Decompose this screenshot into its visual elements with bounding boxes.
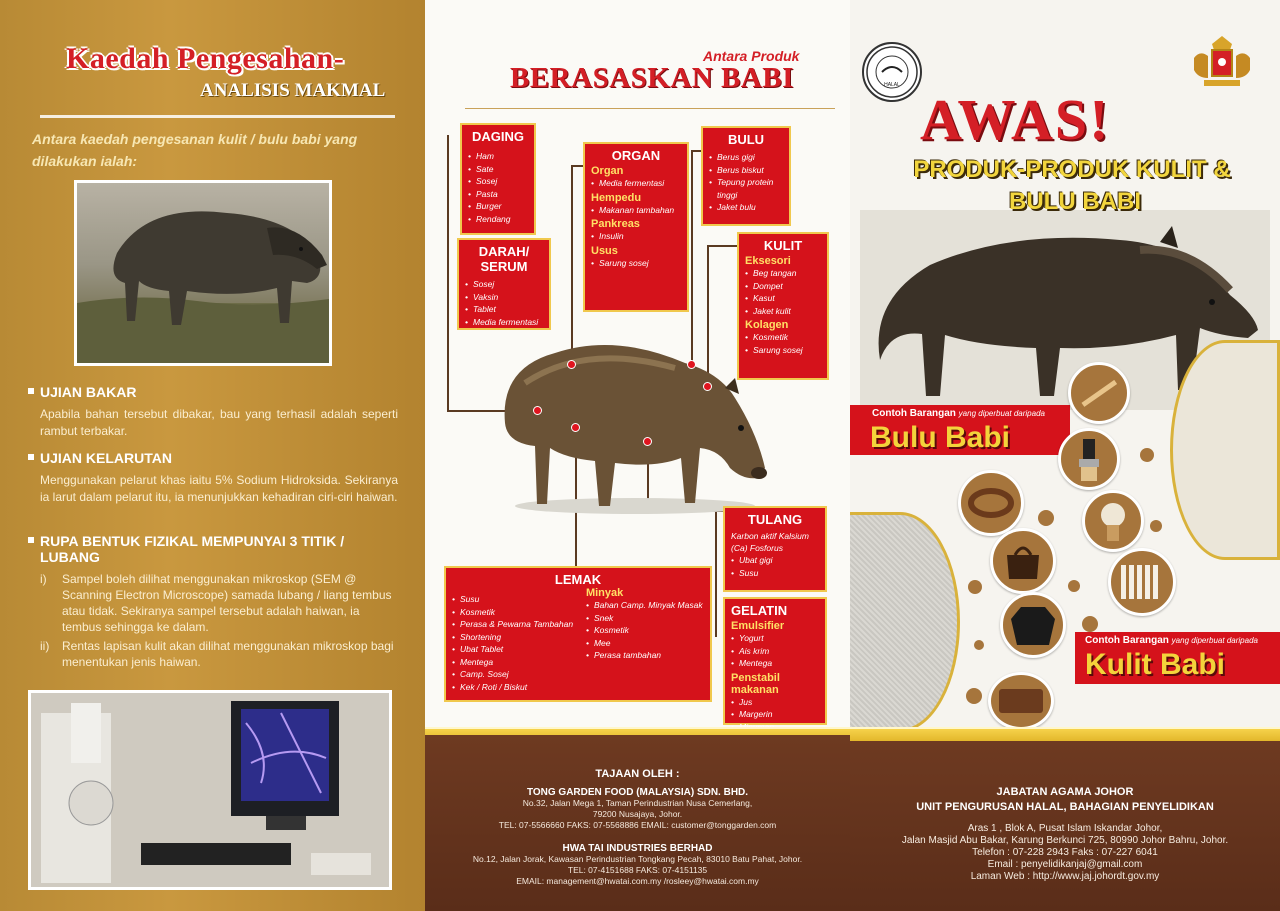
box-subheading: Hempedu (591, 191, 642, 204)
box-list (709, 151, 783, 214)
halal-logo-icon (862, 42, 922, 102)
box-subheading: Pankreas (591, 218, 640, 230)
lemak-col2 (585, 587, 704, 693)
marker-dot (571, 423, 580, 432)
marker-dot (567, 360, 576, 369)
connector-line (707, 245, 737, 247)
band-stripe (850, 727, 1280, 741)
johor-crest-icon (1190, 34, 1254, 92)
box-intro: Karbon aktif Kalsium (Ca) Fosforus (731, 531, 809, 553)
burn-test-text: Apabila bahan tersebut dibakar, bau yang terhasil adalah seperti rambut terbakar. (40, 407, 398, 438)
list-item: • Sosej (465, 278, 543, 291)
list-item: • Susu (452, 593, 578, 606)
box-daging (460, 123, 536, 235)
lab-microscope-photo (28, 690, 392, 890)
box-list (465, 278, 543, 328)
box-title: KULIT (763, 238, 803, 253)
list-item: • Berus biskut (709, 164, 783, 177)
panel1-title: Kaedah Pengesahan- (66, 42, 345, 75)
list-item: • Mentega (731, 657, 819, 670)
box-title: ORGAN (611, 148, 661, 163)
list-item: • Jus (731, 696, 819, 709)
box-gelatin (723, 597, 827, 725)
list-item: • Snek (586, 612, 704, 625)
box-kulit (737, 232, 829, 380)
list-item: • Beg tangan (745, 267, 821, 280)
list-item: • Perasa tambahan (586, 649, 704, 662)
section-solubility-test (28, 450, 398, 506)
decor-bubble (968, 580, 982, 594)
box-list (452, 593, 578, 693)
list-item: • Rendang (468, 213, 528, 226)
box-list (591, 177, 681, 190)
box-subheading: Eksesori (745, 255, 791, 267)
list-item: • Kasut (745, 292, 821, 305)
divider (465, 108, 835, 109)
list-item: • Makanan tambahan (591, 204, 681, 217)
box-subheading: Usus (591, 244, 618, 257)
panel1-subtitle: ANALISIS MAKMAL (200, 80, 386, 101)
ribbon-title: Kulit Babi (1085, 648, 1225, 681)
solubility-test-text: Menggunakan pelarut khas iaitu 5% Sodium Hidroksida. Sekiranya ia larut dalam pelarut itu, ia menunjukkan kehadiran ciri-ciri haiwan. (40, 473, 398, 504)
divider (40, 115, 395, 118)
list-item: • Yogurt (731, 632, 819, 645)
paintbrush-icon (1058, 428, 1120, 490)
box-title: TULANG (747, 512, 803, 527)
decor-bubble (1038, 510, 1054, 526)
cover-title: AWAS! (920, 87, 1111, 152)
box-darah-serum (457, 238, 551, 330)
box-subheading: Penstabil makanan (731, 671, 780, 696)
box-list (591, 204, 681, 217)
brush-set-icon (1108, 548, 1176, 616)
list-item: • Mee (586, 637, 704, 650)
section-burn-test (28, 384, 398, 440)
box-title: BULU (727, 132, 765, 147)
texture-swatch-leather (850, 512, 960, 732)
box-title: DARAH/ SERUM (478, 244, 530, 274)
list-item: • Sate (468, 163, 528, 176)
list-item: • Kosmetik (586, 624, 704, 637)
ribbon-label: Contoh Barangan yang diperbuat daripada (872, 408, 1045, 419)
box-list (745, 331, 821, 356)
list-item: • Kosmetik (452, 606, 578, 619)
solubility-test-heading: UJIAN KELARUTAN (28, 450, 398, 466)
list-item: ii) Rentas lapisan kulit akan dilihat menggunakan mikroskop bagi menentukan jenis haiwan. (40, 639, 394, 669)
burn-test-heading: UJIAN BAKAR (28, 384, 398, 400)
box-list (745, 267, 821, 317)
cover-subtitle-line1: PRODUK-PRODUK KULIT & (913, 156, 1231, 183)
ribbon-bulu-babi (850, 405, 1070, 455)
list-item: • Kosmetik (745, 331, 821, 344)
list-item: • Shortening (452, 631, 578, 644)
decor-bubble (974, 640, 984, 650)
panel2-title: BERASASKAN BABI (510, 62, 794, 94)
panel-lab-analysis (0, 0, 425, 911)
list-item: • Sarung sosej (745, 344, 821, 357)
box-list (586, 599, 704, 662)
box-list (468, 150, 528, 225)
ribbon-kulit-babi (1075, 632, 1280, 684)
decor-bubble (1140, 448, 1154, 462)
list-item: • Kek / Roti / Biskut (452, 681, 578, 694)
list-item: • Susu (731, 567, 819, 580)
list-item: • Ais krim (731, 645, 819, 658)
section-physical-form (28, 533, 398, 673)
list-item: • Berus gigi (709, 151, 783, 164)
box-bulu (701, 126, 791, 226)
box-title: DAGING (472, 129, 524, 144)
ribbon-label: Contoh Barangan yang diperbuat daripada (1085, 635, 1258, 646)
box-organ (583, 142, 689, 312)
marker-dot (703, 382, 712, 391)
list-item: • Perasa & Pewarna Tambahan (452, 618, 578, 631)
decor-bubble (1150, 520, 1162, 532)
decor-bubble (1082, 616, 1098, 632)
panel2-pre-title: Antara Produk (703, 48, 800, 64)
handbag-icon (990, 528, 1056, 594)
connector-line (447, 135, 449, 412)
list-item: • Media fermentasi (591, 177, 681, 190)
sponsor-tong-garden: TONG GARDEN FOOD (MALAYSIA) SDN. BHD. No.32, Jalan Mega 1, Taman Perindustrian Nusa Cemerlang, 79200 Nusajaya, Johor. TEL: 07-5566660 FAKS: 07-5568886 EMAIL: customer@tonggarden.com (498, 787, 777, 830)
list-item: • Sarung sosej (591, 257, 681, 270)
connector-line (571, 165, 583, 167)
box-list (731, 554, 819, 579)
footer-org: JABATAN AGAMA JOHOR UNIT PENGURUSAN HALAL, BAHAGIAN PENYELIDIKAN (916, 786, 1214, 813)
panel-pork-products (425, 0, 850, 911)
physical-form-list (40, 571, 398, 670)
list-item: • Ham (468, 150, 528, 163)
list-item: • Sosej (468, 175, 528, 188)
sponsor-heading: TAJAAN OLEH : (595, 768, 680, 780)
box-title: LEMAK (554, 572, 602, 587)
box-subheading: Kolagen (745, 319, 789, 331)
list-item: • Ubat Tablet (452, 643, 578, 656)
list-item: • Camp. Sosej (452, 668, 578, 681)
box-list (591, 257, 681, 270)
list-item: • Pasta (468, 188, 528, 201)
halal-logo-text: HALAL (884, 82, 900, 88)
marker-dot (687, 360, 696, 369)
belt-icon (958, 470, 1024, 536)
lemak-columns (452, 587, 704, 693)
box-list (731, 632, 819, 670)
list-item: i) Sampel boleh dilihat menggunakan mikroskop (SEM @ Scanning Electron Microscope) samada lubang / liang tembus atau tidak. Sekiranya sampel tersebut adalah haiwan, ia tembus sehingga ke dalam. (40, 572, 392, 634)
box-subheading: Minyak (585, 587, 624, 599)
panel-cover (850, 0, 1280, 911)
box-tulang (723, 506, 827, 592)
wild-boar-illustration (495, 328, 770, 516)
list-item: • Dompet (745, 280, 821, 293)
box-subheading: Organ (591, 165, 624, 177)
list-item: • Margerin (731, 708, 819, 721)
connector-line (715, 512, 717, 637)
cover-subtitle-line2: BULU BABI (1009, 188, 1141, 215)
footer-address: Aras 1 , Blok A, Pusat Islam Iskandar Johor, Jalan Masjid Abu Bakar, Karung Berkunci 725, 80990 Johor Bahru, Johor. Telefon : 07-228 2943 Faks : 07-227 6041 Email : penyelidikanjaj@gmail.com Laman Web : http://www.jaj.johordt.gov.my (901, 823, 1229, 882)
toothbrush-icon (1068, 362, 1130, 424)
sponsor-hwa-tai: HWA TAI INDUSTRIES BERHAD No.12, Jalan Jorak, Kawasan Perindustrian Tongkang Pecah, 83010 Batu Pahat, Johor. TEL: 07-4151688 FAKS: 07-4151135 EMAIL: management@hwatai.com.my /rosleey@hwatai.com.my (472, 843, 803, 886)
list-item: • Vaksin (465, 291, 543, 304)
list-item: • Tepung protein tinggi (709, 176, 783, 201)
list-item: • Ubat gigi (731, 554, 819, 567)
list-item: • Insulin (591, 230, 681, 243)
decor-bubble (1068, 580, 1080, 592)
box-list (591, 230, 681, 243)
list-item: • Media fermentasi (465, 316, 543, 329)
leather-jacket-icon (1000, 592, 1066, 658)
decor-bubble (966, 688, 982, 704)
list-item: • Bahan Camp. Minyak Masak (586, 599, 704, 612)
list-item: • Burger (468, 200, 528, 213)
wild-boar-photo (74, 180, 332, 366)
marker-dot (533, 406, 542, 415)
list-item: • Jaket bulu (709, 201, 783, 214)
wallet-icon (988, 672, 1054, 730)
connector-line (691, 150, 701, 152)
ribbon-title: Bulu Babi (870, 421, 1010, 454)
marker-dot (643, 437, 652, 446)
box-lemak (444, 566, 712, 702)
panel1-intro: Antara kaedah pengesanan kulit / bulu babi yang dilakukan ialah: (32, 131, 358, 169)
list-item: • Tablet (465, 303, 543, 316)
list-item: • Jaket kulit (745, 305, 821, 318)
texture-swatch-bristle (1170, 340, 1280, 560)
box-subheading: Emulsifier (731, 620, 785, 632)
shaving-brush-icon (1082, 490, 1144, 552)
box-title: GELATIN (731, 603, 788, 618)
physical-form-heading: RUPA BENTUK FIZIKAL MEMPUNYAI 3 TITIK / LUBANG (28, 533, 398, 565)
list-item: • Mentega (452, 656, 578, 669)
